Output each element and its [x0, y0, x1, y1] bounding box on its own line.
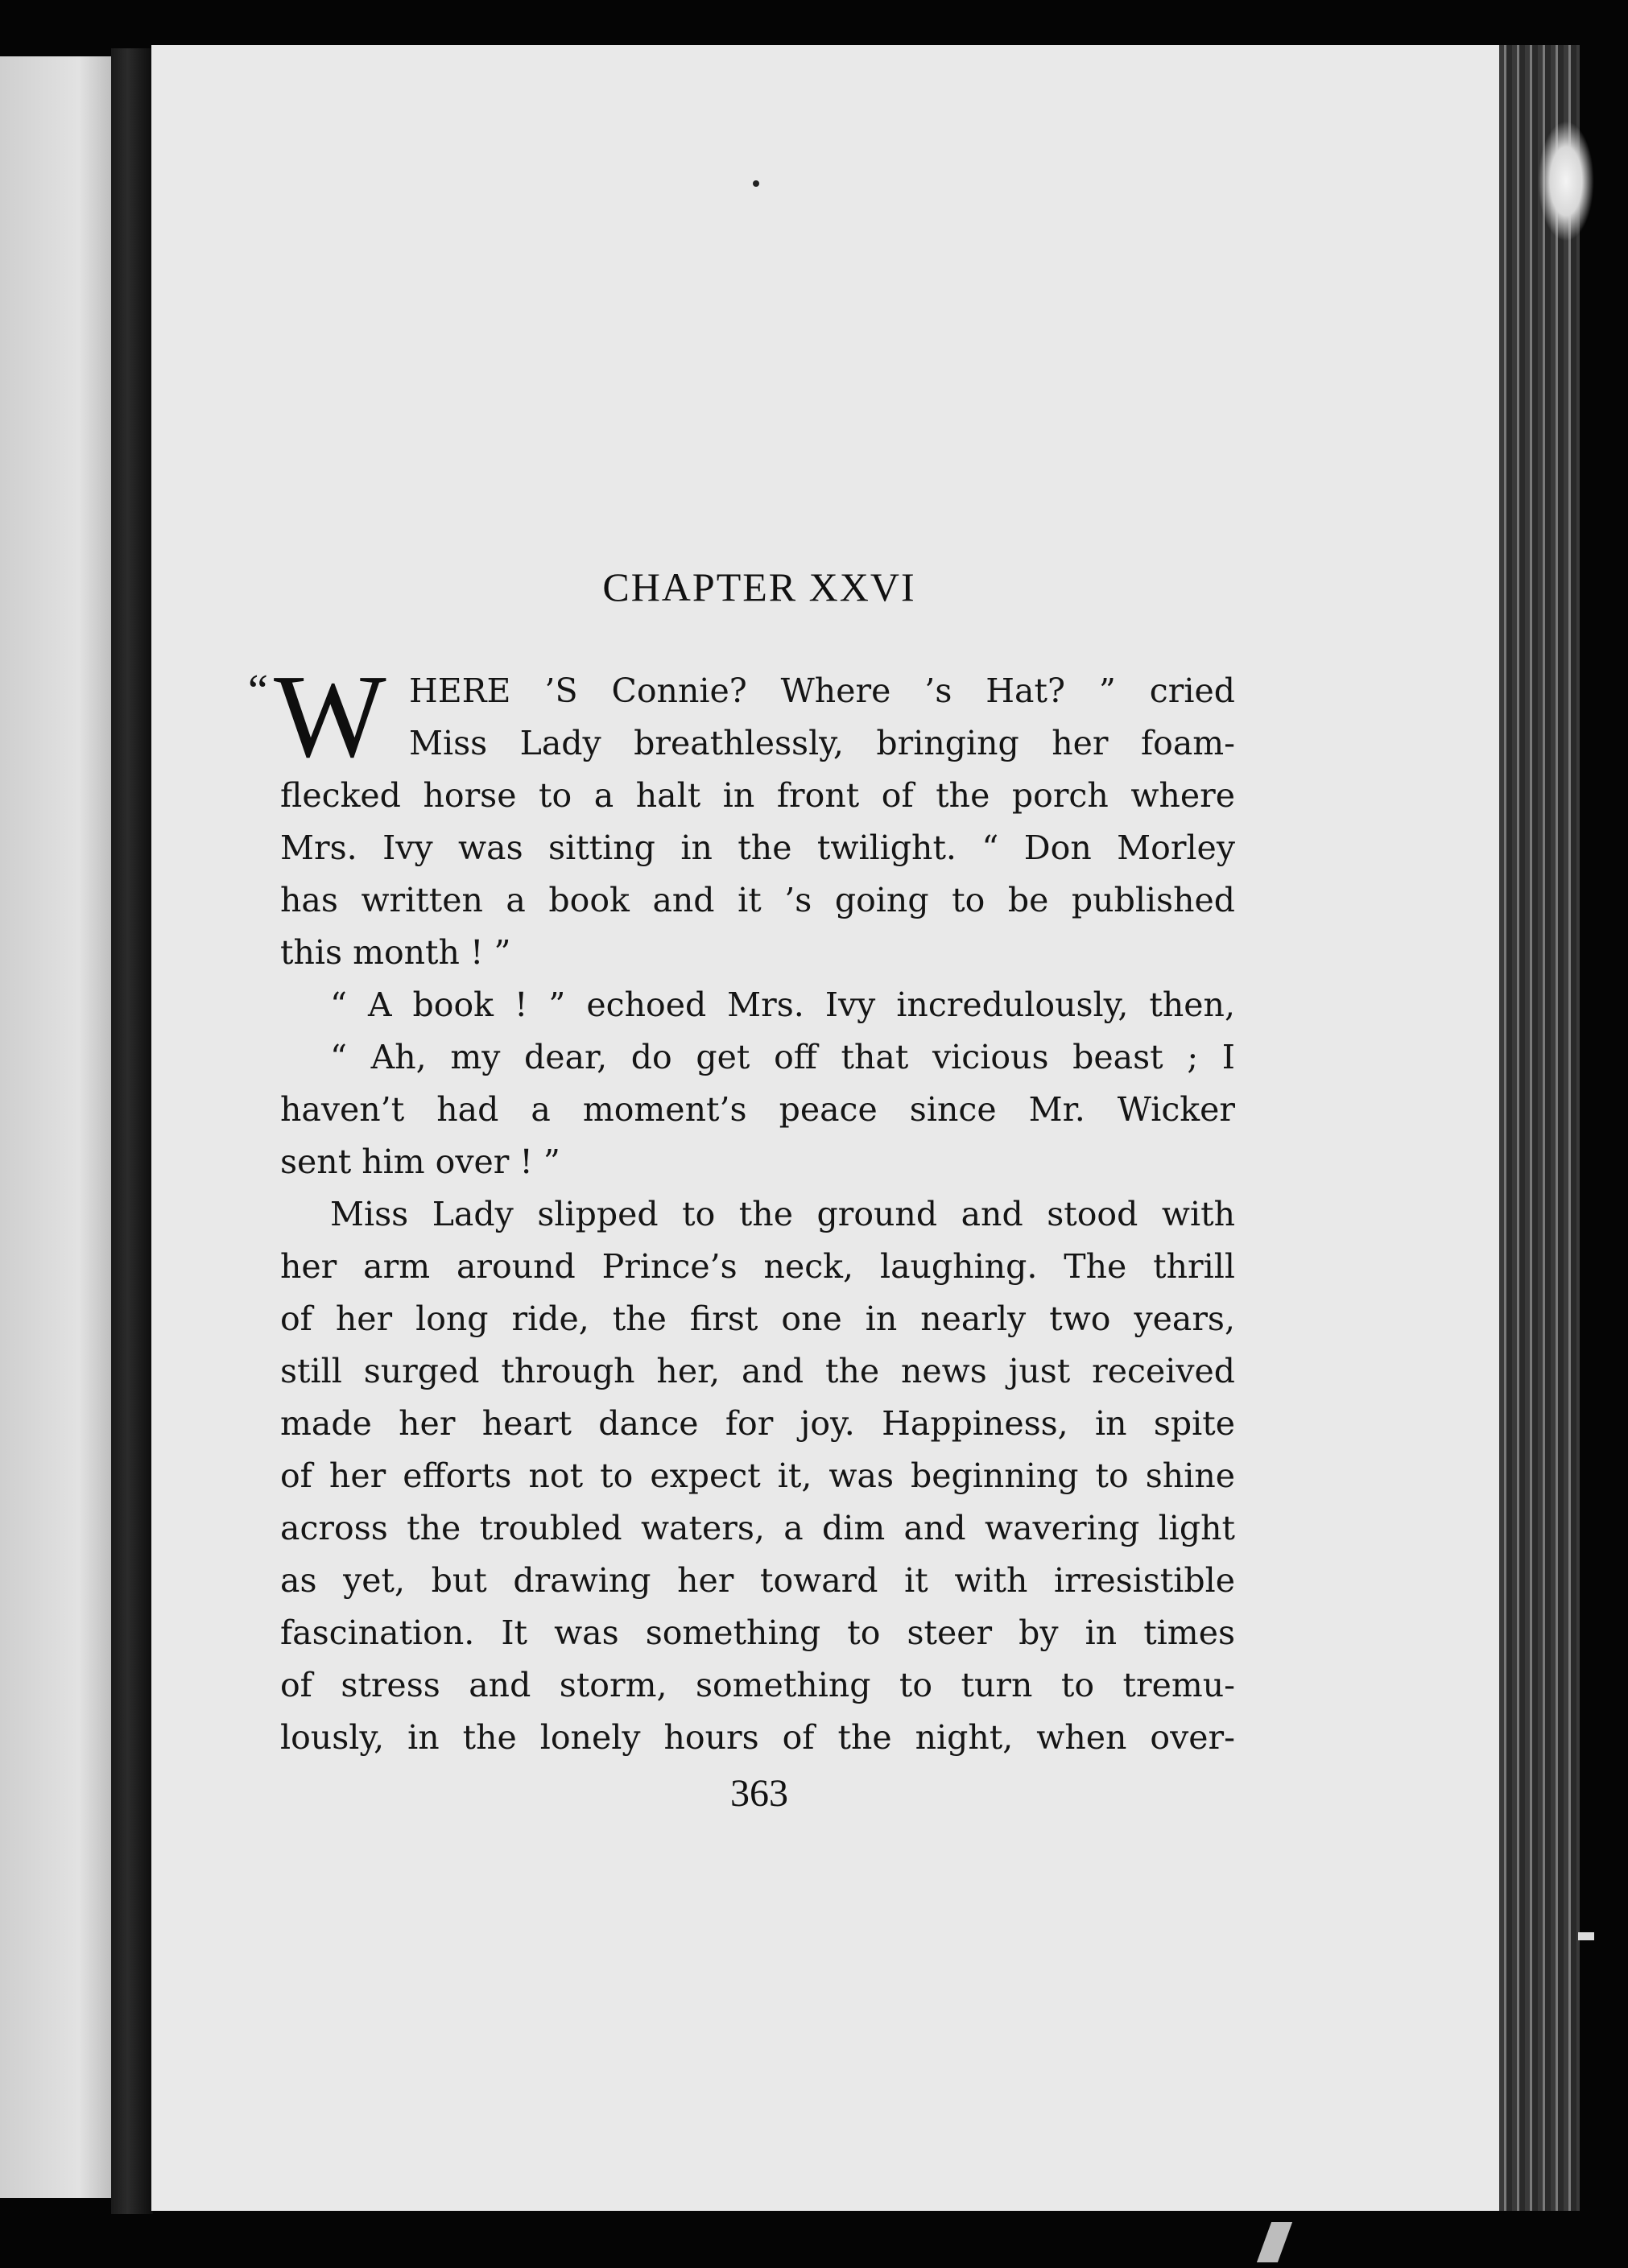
ink-speck [753, 180, 759, 187]
text-line: “ Ah, my dear, do get off that vicious beast ; I [330, 1038, 1235, 1076]
text-line: lously, in the lonely hours of the night, when over- [280, 1718, 1235, 1757]
chapter-title: CHAPTER XXVI [602, 564, 916, 609]
text-line: has written a book and it ’s going to be published [280, 881, 1235, 919]
scan-blemish [1538, 121, 1594, 242]
text-line: flecked horse to a halt in front of the porch where [280, 776, 1235, 815]
opening-quote: “ [248, 666, 268, 716]
dropcap-lines [409, 665, 1235, 770]
text-line: her arm around Prince’s neck, laughing. The thrill [280, 1247, 1235, 1286]
text-line: across the troubled waters, a dim and wavering light [280, 1509, 1235, 1547]
drop-cap: W [274, 651, 386, 783]
text-line: made her heart dance for joy. Happiness, in spite [280, 1404, 1235, 1443]
opening-paragraph-start [248, 651, 1235, 783]
text-line: sent him over ! ” [280, 1142, 560, 1181]
page-stack-edge [1499, 45, 1580, 2211]
text-line: of her long ride, the first one in nearly two years, [280, 1299, 1235, 1338]
text-line: Miss Lady breathlessly, bringing her foam- [409, 724, 1235, 762]
text-line: HERE ’S Connie? Where ’s Hat? ” cried [409, 671, 1235, 710]
text-line: this month ! ” [280, 933, 511, 972]
text-line: fascination. It was something to steer by in times [280, 1613, 1235, 1652]
body-text [248, 651, 1235, 1764]
text-line: of her efforts not to expect it, was beginning to shine [280, 1456, 1235, 1495]
text-line: Miss Lady slipped to the ground and stood with [330, 1195, 1235, 1233]
text-line: Mrs. Ivy was sitting in the twilight. “ Don Morley [280, 828, 1235, 867]
facing-page-edge [0, 56, 113, 2198]
text-line: “ A book ! ” echoed Mrs. Ivy incredulously, then, [330, 985, 1235, 1024]
text-line: as yet, but drawing her toward it with irresistible [280, 1561, 1235, 1600]
text-line: still surged through her, and the news just received [280, 1352, 1235, 1390]
page-number: 363 [730, 1772, 788, 1815]
book-gutter [111, 48, 153, 2214]
text-line: of stress and storm, something to turn to tremu- [280, 1666, 1235, 1704]
scan-blemish [1578, 1932, 1594, 1940]
text-line: haven’t had a moment’s peace since Mr. Wicker [280, 1090, 1235, 1129]
scan-blemish [1257, 2222, 1292, 2262]
